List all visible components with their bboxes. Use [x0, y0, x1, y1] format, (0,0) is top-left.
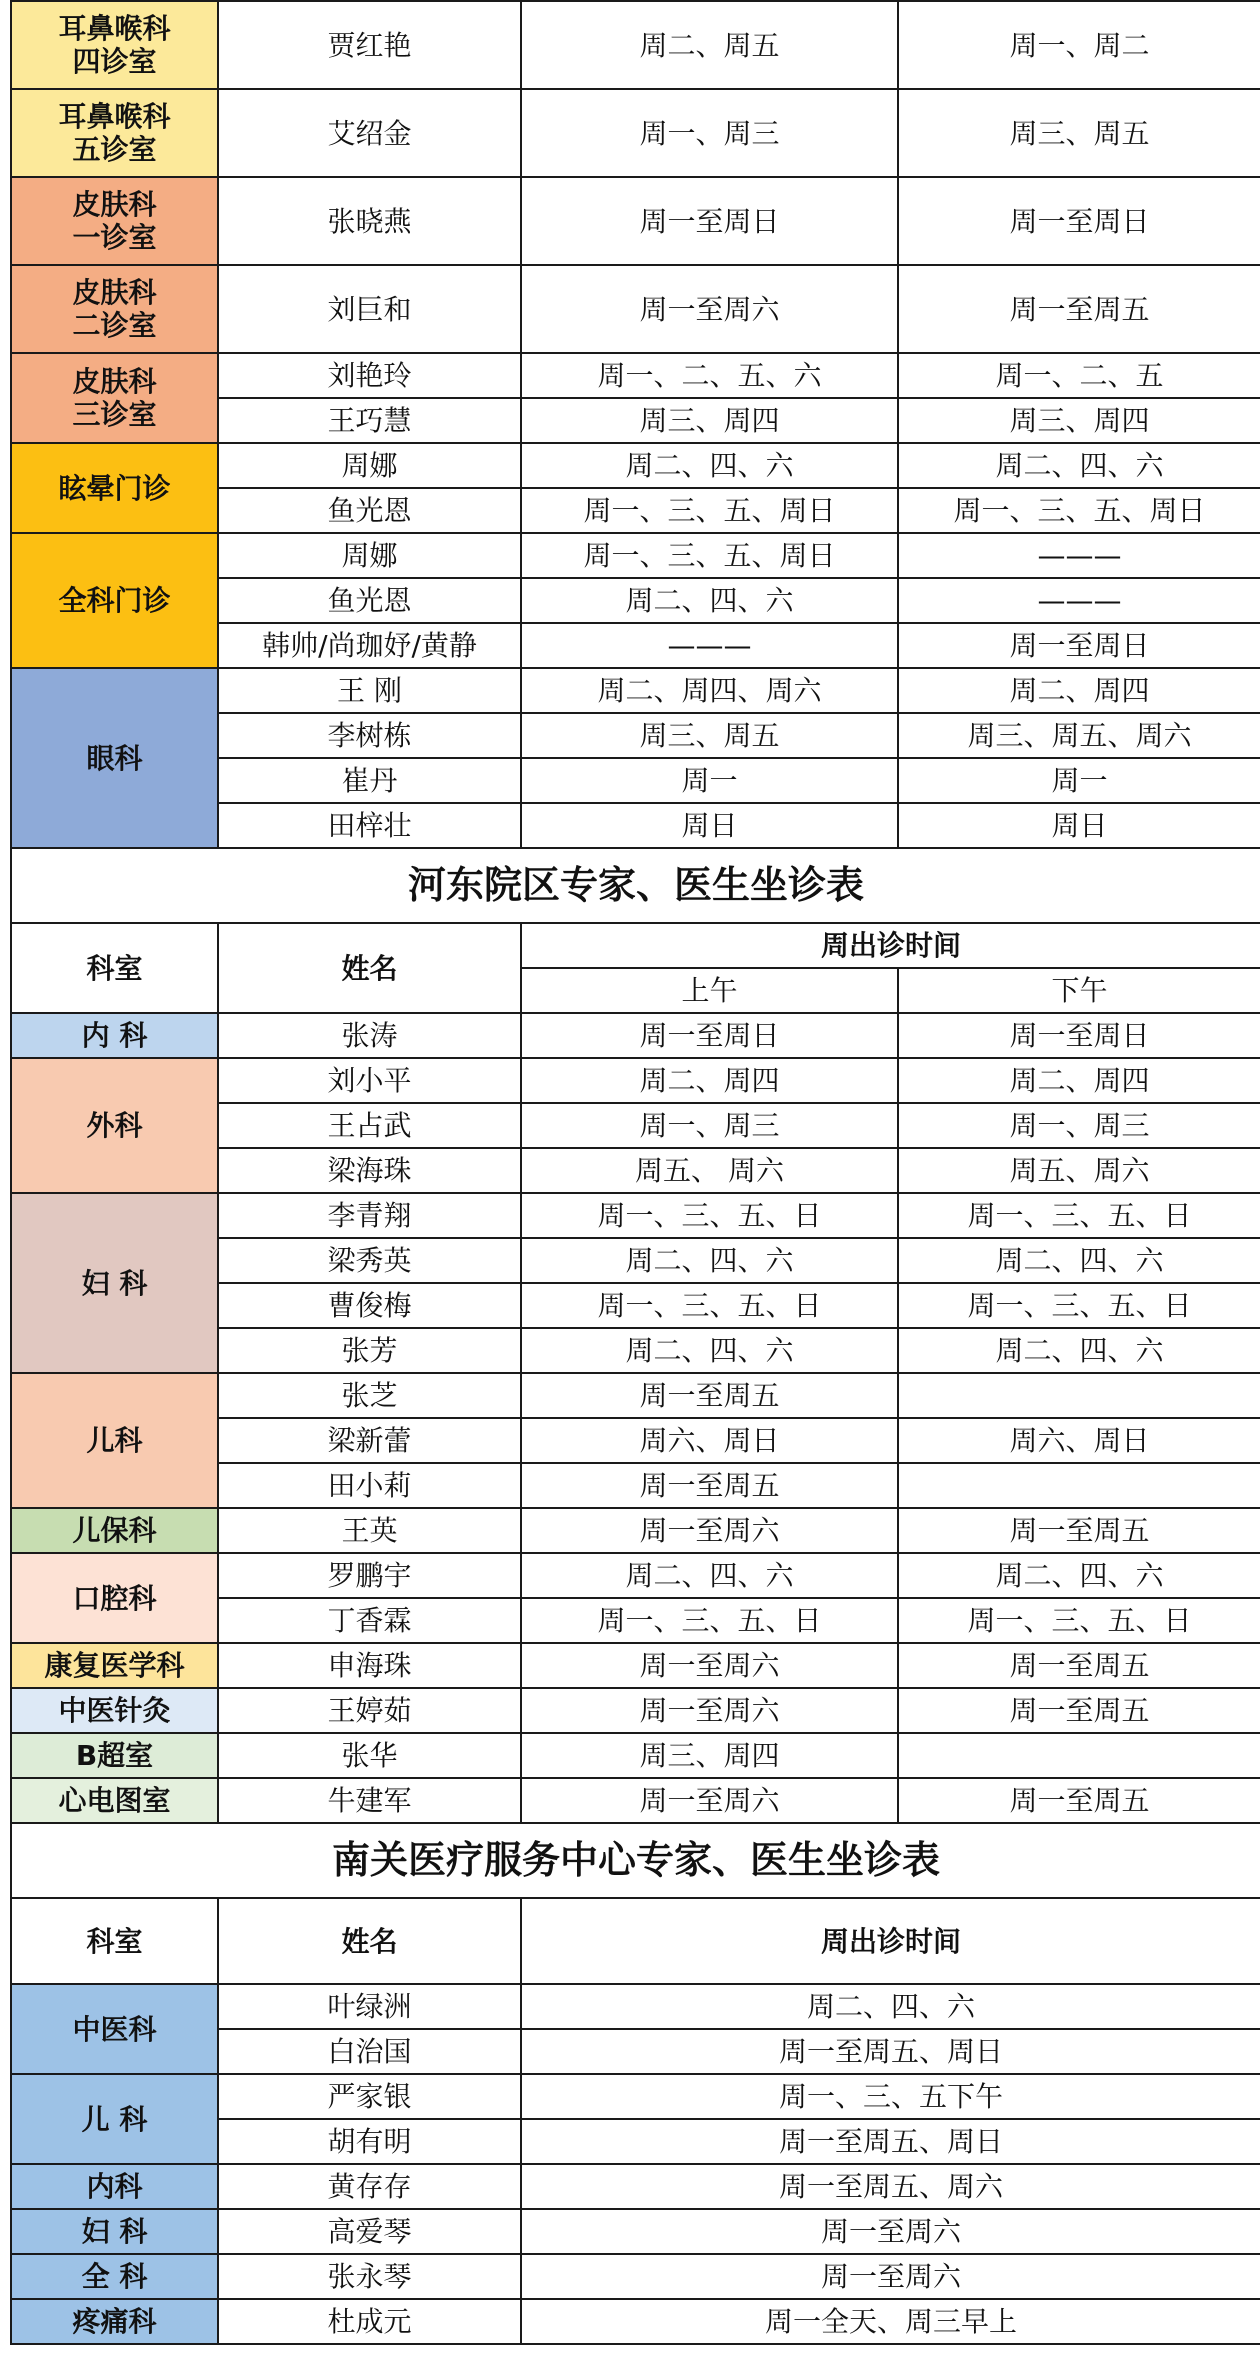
afternoon-schedule: 周一、二、五	[898, 353, 1260, 398]
doctor-name: 刘艳玲	[218, 353, 521, 398]
morning-schedule: 周一至周六	[521, 1778, 898, 1823]
doctor-name: 鱼光恩	[218, 488, 521, 533]
dept-cell: 皮肤科 三诊室	[11, 353, 218, 443]
dept-cell: 康复医学科	[11, 1643, 218, 1688]
table-row	[11, 1688, 1260, 1733]
morning-schedule: 周一、三、五、周日	[521, 488, 898, 533]
table-row	[11, 1058, 1260, 1103]
doctor-name: 张永琴	[218, 2254, 521, 2299]
table-row	[11, 1373, 1260, 1418]
afternoon-schedule: 周一、三、五、周日	[898, 488, 1260, 533]
doctor-name: 王巧慧	[218, 398, 521, 443]
weekly-schedule: 周二、四、六	[521, 1984, 1260, 2029]
dept-cell: 心电图室	[11, 1778, 218, 1823]
doctor-name: 刘巨和	[218, 265, 521, 353]
morning-schedule: 周一、三、五、日	[521, 1598, 898, 1643]
weekly-schedule: 周一、三、五下午	[521, 2074, 1260, 2119]
afternoon-schedule: 周一、三、五、日	[898, 1598, 1260, 1643]
morning-schedule: 周二、周四	[521, 1058, 898, 1103]
afternoon-schedule: 周日	[898, 803, 1260, 848]
dept-cell: 内 科	[11, 1013, 218, 1058]
table-row	[11, 1193, 1260, 1238]
dept-cell: 皮肤科 一诊室	[11, 177, 218, 265]
doctor-name: 鱼光恩	[218, 578, 521, 623]
table-row	[11, 1508, 1260, 1553]
afternoon-schedule: 周一至周日	[898, 177, 1260, 265]
weekly-schedule: 周一全天、周三早上	[521, 2299, 1260, 2344]
table-row	[11, 2164, 1260, 2209]
afternoon-schedule: 周二、四、六	[898, 1238, 1260, 1283]
afternoon-schedule	[898, 1733, 1260, 1778]
afternoon-schedule: 周二、四、六	[898, 1328, 1260, 1373]
morning-schedule: 周二、四、六	[521, 1553, 898, 1598]
weekly-schedule: 周一至周六	[521, 2209, 1260, 2254]
doctor-name: 王占武	[218, 1103, 521, 1148]
doctor-name: 李树栋	[218, 713, 521, 758]
morning-schedule: 周一、周三	[521, 89, 898, 177]
afternoon-schedule: 周二、四、六	[898, 1553, 1260, 1598]
afternoon-schedule: 周一	[898, 758, 1260, 803]
doctor-name: 张芳	[218, 1328, 521, 1373]
nanguan-title: 南关医疗服务中心专家、医生坐诊表	[11, 1823, 1260, 1898]
afternoon-schedule: 周一至周日	[898, 1013, 1260, 1058]
weekly-schedule: 周一至周六	[521, 2254, 1260, 2299]
morning-schedule: 周一	[521, 758, 898, 803]
morning-schedule: 周一至周六	[521, 265, 898, 353]
doctor-name: 崔丹	[218, 758, 521, 803]
doctor-name: 王英	[218, 1508, 521, 1553]
morning-schedule: 周三、周四	[521, 398, 898, 443]
table-row	[11, 443, 1260, 488]
afternoon-schedule: 周三、周五、周六	[898, 713, 1260, 758]
dept-cell: 妇 科	[11, 2209, 218, 2254]
header-weekly-time: 周出诊时间	[521, 1898, 1260, 1984]
header-name: 姓名	[218, 1898, 521, 1984]
morning-schedule: 周二、四、六	[521, 1328, 898, 1373]
afternoon-schedule: 周一至周五	[898, 1778, 1260, 1823]
dept-cell: 皮肤科 二诊室	[11, 265, 218, 353]
table-row	[11, 1733, 1260, 1778]
doctor-name: 梁新蕾	[218, 1418, 521, 1463]
doctor-name: 叶绿洲	[218, 1984, 521, 2029]
table-row	[11, 1984, 1260, 2029]
morning-schedule: 周一、周三	[521, 1103, 898, 1148]
morning-schedule: 周一至周五	[521, 1463, 898, 1508]
morning-schedule: 周一、三、五、日	[521, 1193, 898, 1238]
header-name: 姓名	[218, 923, 521, 1013]
morning-schedule: ———	[521, 623, 898, 668]
afternoon-schedule: 周三、周五	[898, 89, 1260, 177]
morning-schedule: 周五、 周六	[521, 1148, 898, 1193]
dept-cell: 耳鼻喉科 四诊室	[11, 1, 218, 89]
dept-cell: 妇 科	[11, 1193, 218, 1373]
table-row	[11, 1, 1260, 89]
afternoon-schedule: 周二、周四	[898, 1058, 1260, 1103]
doctor-name: 贾红艳	[218, 1, 521, 89]
dept-cell: 外科	[11, 1058, 218, 1193]
table-row	[11, 1643, 1260, 1688]
table-row	[11, 668, 1260, 713]
doctor-name: 王婷茹	[218, 1688, 521, 1733]
morning-schedule: 周六、周日	[521, 1418, 898, 1463]
morning-schedule: 周一至周五	[521, 1373, 898, 1418]
afternoon-schedule: 周一至周日	[898, 623, 1260, 668]
doctor-name: 王 刚	[218, 668, 521, 713]
doctor-name: 张涛	[218, 1013, 521, 1058]
dept-cell: 儿 科	[11, 2074, 218, 2164]
header-morning: 上午	[521, 968, 898, 1013]
weekly-schedule: 周一至周五、周日	[521, 2119, 1260, 2164]
afternoon-schedule: 周六、周日	[898, 1418, 1260, 1463]
table-row	[11, 177, 1260, 265]
header-dept: 科室	[11, 923, 218, 1013]
afternoon-schedule: 周一、周二	[898, 1, 1260, 89]
table-row	[11, 1778, 1260, 1823]
section-title-row	[11, 1823, 1260, 1898]
doctor-name: 张华	[218, 1733, 521, 1778]
morning-schedule: 周一、二、五、六	[521, 353, 898, 398]
hedong-title: 河东院区专家、医生坐诊表	[11, 848, 1260, 923]
dept-cell: 中医科	[11, 1984, 218, 2074]
doctor-name: 田梓壮	[218, 803, 521, 848]
afternoon-schedule	[898, 1463, 1260, 1508]
dept-cell: 眩晕门诊	[11, 443, 218, 533]
morning-schedule: 周一、三、五、周日	[521, 533, 898, 578]
afternoon-schedule: 周一至周五	[898, 265, 1260, 353]
doctor-name: 田小莉	[218, 1463, 521, 1508]
afternoon-schedule: ———	[898, 533, 1260, 578]
afternoon-schedule: 周一、周三	[898, 1103, 1260, 1148]
afternoon-schedule: 周一至周五	[898, 1688, 1260, 1733]
doctor-name: 周娜	[218, 533, 521, 578]
doctor-name: 丁香霖	[218, 1598, 521, 1643]
morning-schedule: 周一至周六	[521, 1643, 898, 1688]
table-row	[11, 2209, 1260, 2254]
doctor-name: 黄存存	[218, 2164, 521, 2209]
morning-schedule: 周三、周五	[521, 713, 898, 758]
dept-cell: 眼科	[11, 668, 218, 848]
doctor-name: 胡有明	[218, 2119, 521, 2164]
doctor-name: 高爱琴	[218, 2209, 521, 2254]
morning-schedule: 周二、周五	[521, 1, 898, 89]
doctor-name: 梁海珠	[218, 1148, 521, 1193]
table-row	[11, 265, 1260, 353]
doctor-name: 周娜	[218, 443, 521, 488]
doctor-name: 艾绍金	[218, 89, 521, 177]
doctor-name: 申海珠	[218, 1643, 521, 1688]
dept-cell: 口腔科	[11, 1553, 218, 1643]
doctor-name: 杜成元	[218, 2299, 521, 2344]
afternoon-schedule	[898, 1373, 1260, 1418]
doctor-name: 张芝	[218, 1373, 521, 1418]
morning-schedule: 周二、四、六	[521, 578, 898, 623]
afternoon-schedule: 周一、三、五、日	[898, 1193, 1260, 1238]
dept-cell: 儿保科	[11, 1508, 218, 1553]
afternoon-schedule: 周五、周六	[898, 1148, 1260, 1193]
morning-schedule: 周三、周四	[521, 1733, 898, 1778]
table-row	[11, 1013, 1260, 1058]
dept-cell: B超室	[11, 1733, 218, 1778]
table-row	[11, 2299, 1260, 2344]
header-row	[11, 1898, 1260, 1984]
dept-cell: 全科门诊	[11, 533, 218, 668]
morning-schedule: 周一至周六	[521, 1508, 898, 1553]
weekly-schedule: 周一至周五、周日	[521, 2029, 1260, 2074]
dept-cell: 儿科	[11, 1373, 218, 1508]
doctor-name: 李青翔	[218, 1193, 521, 1238]
doctor-name: 张晓燕	[218, 177, 521, 265]
morning-schedule: 周一、三、五、日	[521, 1283, 898, 1328]
header-afternoon: 下午	[898, 968, 1260, 1013]
afternoon-schedule: 周三、周四	[898, 398, 1260, 443]
morning-schedule: 周日	[521, 803, 898, 848]
doctor-name: 罗鹏宇	[218, 1553, 521, 1598]
morning-schedule: 周二、周四、周六	[521, 668, 898, 713]
table-row	[11, 2254, 1260, 2299]
doctor-name: 曹俊梅	[218, 1283, 521, 1328]
header-weekly-time: 周出诊时间	[521, 923, 1260, 968]
dept-cell: 内科	[11, 2164, 218, 2209]
header-dept: 科室	[11, 1898, 218, 1984]
doctor-name: 韩帅/尚珈妤/黄静	[218, 623, 521, 668]
afternoon-schedule: 周一至周五	[898, 1508, 1260, 1553]
dept-cell: 中医针灸	[11, 1688, 218, 1733]
morning-schedule: 周二、四、六	[521, 443, 898, 488]
afternoon-schedule: 周一、三、五、日	[898, 1283, 1260, 1328]
doctor-name: 梁秀英	[218, 1238, 521, 1283]
doctor-name: 白治国	[218, 2029, 521, 2074]
afternoon-schedule: ———	[898, 578, 1260, 623]
morning-schedule: 周二、四、六	[521, 1238, 898, 1283]
table-row	[11, 353, 1260, 398]
table-row	[11, 1553, 1260, 1598]
dept-cell: 疼痛科	[11, 2299, 218, 2344]
afternoon-schedule: 周二、四、六	[898, 443, 1260, 488]
table-row	[11, 533, 1260, 578]
section-title-row	[11, 848, 1260, 923]
morning-schedule: 周一至周六	[521, 1688, 898, 1733]
dept-cell: 全 科	[11, 2254, 218, 2299]
doctor-name: 刘小平	[218, 1058, 521, 1103]
table-row	[11, 2074, 1260, 2119]
weekly-schedule: 周一至周五、周六	[521, 2164, 1260, 2209]
afternoon-schedule: 周一至周五	[898, 1643, 1260, 1688]
doctor-name: 牛建军	[218, 1778, 521, 1823]
doctor-name: 严家银	[218, 2074, 521, 2119]
table-row	[11, 89, 1260, 177]
morning-schedule: 周一至周日	[521, 177, 898, 265]
dept-cell: 耳鼻喉科 五诊室	[11, 89, 218, 177]
morning-schedule: 周一至周日	[521, 1013, 898, 1058]
afternoon-schedule: 周二、周四	[898, 668, 1260, 713]
header-row	[11, 923, 1260, 968]
schedule-table	[10, 0, 1260, 2345]
